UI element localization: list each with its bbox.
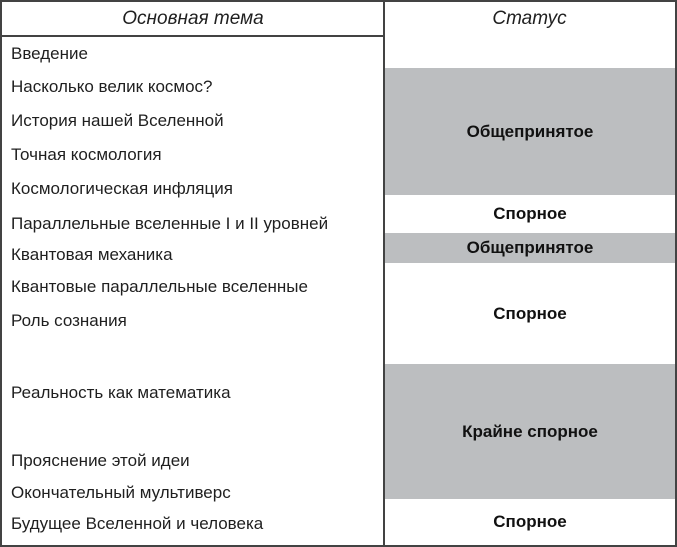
topic-row: Квантовые параллельные вселенные: [11, 276, 308, 296]
status-label: Спорное: [493, 512, 567, 531]
status-label: Спорное: [493, 204, 567, 223]
status-label: Спорное: [493, 303, 567, 323]
topic-row: Космологическая инфляция: [11, 178, 233, 198]
status-block: [385, 263, 675, 364]
topic-row: Введение: [11, 43, 88, 63]
topic-row: Параллельные вселенные I и II уровней: [11, 213, 329, 233]
topic-row: Будущее Вселенной и человека: [11, 513, 264, 533]
status-block: [385, 364, 675, 499]
topic-row: Окончательный мультиверс: [11, 482, 231, 502]
topic-row: Прояснение этой идеи: [11, 450, 190, 470]
topic-row: Реальность как математика: [11, 382, 231, 402]
status-block: [385, 68, 675, 195]
topic-row: Насколько велик космос?: [11, 76, 213, 96]
status-label: Крайне спорное: [462, 421, 598, 441]
status-label: Общепринятое: [466, 238, 594, 257]
topic-row: История нашей Вселенной: [11, 110, 224, 130]
status-block: [385, 233, 675, 263]
topic-row: Квантовая механика: [11, 244, 173, 264]
topic-row: Точная космология: [11, 144, 162, 164]
column-header-topic: Основная тема: [122, 7, 264, 29]
column-header-status: Статус: [492, 7, 567, 29]
table-header: [2, 2, 675, 37]
status-label: Общепринятое: [466, 121, 594, 141]
topic-row: Роль сознания: [11, 310, 127, 330]
status-block: [385, 499, 675, 545]
status-block: [385, 195, 675, 233]
status-block: [385, 33, 675, 68]
